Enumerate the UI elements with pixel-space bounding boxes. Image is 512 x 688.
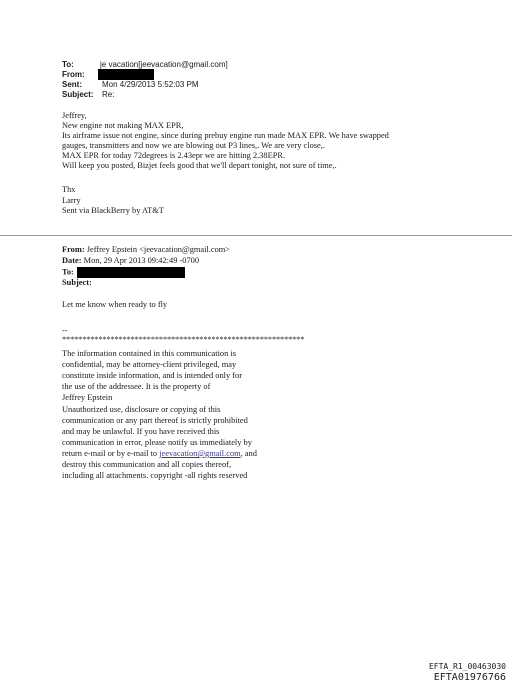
disclaimer-line: constitute inside information, and is intended only for [62, 371, 243, 380]
header-from-label: From: [62, 69, 85, 79]
original-from-row [62, 245, 230, 255]
reply-line: Its airframe issue not engine, since during prebuy engine run made MAX EPR. We have swapped [62, 131, 389, 140]
asterisk-line: ************************************************************ [62, 335, 305, 344]
header-from-row [62, 69, 154, 80]
signoff-line: Larry [62, 196, 81, 205]
redaction-box [77, 267, 185, 278]
header-subject-value: Re: [102, 90, 115, 99]
reply-line: Jeffrey, [62, 111, 87, 120]
reply-line: Will keep you posted, Bizjet feels good that we'll depart tonight, not sure of time,. [62, 161, 337, 170]
disclaimer-line: the use of the addressee. It is the property of [62, 382, 211, 391]
disclaimer-line: confidential, may be attorney-client privileged, may [62, 360, 237, 369]
email-link[interactable]: jeevacation@gmail.com [159, 449, 241, 458]
original-date-row [62, 256, 199, 266]
header-sent-label: Sent: [62, 80, 82, 89]
signature-separator: -- [62, 326, 68, 335]
disclaimer-link-pre: return e-mail or by e-mail to [62, 449, 160, 458]
header-to-value: je vacation[jeevacation@gmail.com] [100, 60, 228, 69]
original-from-value: Jeffrey Epstein <jeevacation@gmail.com> [86, 245, 231, 254]
reply-line: gauges, transmitters and now we are blowing out P3 lines,. We are very close,. [62, 141, 325, 150]
original-to-row [62, 267, 185, 278]
disclaimer-line: Jeffrey Epstein [62, 393, 113, 402]
disclaimer-line: communication in error, please notify us immediately by [62, 438, 252, 447]
header-to-label: To: [62, 60, 74, 69]
signoff-line: Sent via BlackBerry by AT&T [62, 206, 164, 215]
disclaimer-line: communication or any part thereof is strictly prohibited [62, 416, 248, 425]
bates-id-small: EFTA_R1_00463030 [428, 662, 506, 671]
original-date-label: Date: [62, 256, 82, 265]
original-from-label: From: [62, 245, 85, 254]
disclaimer-link-post: , and [240, 449, 257, 458]
reply-line: New engine not making MAX EPR, [62, 121, 184, 130]
bates-id-large: EFTA01976766 [433, 672, 506, 683]
redaction-box [98, 69, 154, 80]
disclaimer-link-line [62, 449, 257, 459]
disclaimer-line: and may be unlawful. If you have received this [62, 427, 220, 436]
separator-rule [0, 235, 512, 236]
signoff-line: Thx [62, 185, 76, 194]
reply-line: MAX EPR for today 72degrees is 2.43epr we are hitting 2.38EPR. [62, 151, 286, 160]
original-body: Let me know when ready to fly [62, 300, 168, 309]
header-subject-label: Subject: [62, 90, 94, 99]
original-to-label: To: [62, 267, 74, 277]
header-sent-value: Mon 4/29/2013 5:52:03 PM [102, 80, 199, 89]
disclaimer-line: Unauthorized use, disclosure or copying of this [62, 405, 221, 414]
original-date-value: Mon, 29 Apr 2013 09:42:49 -0700 [83, 256, 200, 265]
disclaimer-line: The information contained in this communication is [62, 349, 236, 358]
header-subject-row [62, 90, 114, 100]
original-subject-row [62, 278, 92, 288]
disclaimer-line: destroy this communication and all copies thereof, [62, 460, 232, 469]
header-sent-row [62, 80, 199, 90]
original-subject-label: Subject: [62, 278, 92, 287]
disclaimer-line: including all attachments. copyright -all rights reserved [62, 471, 248, 480]
